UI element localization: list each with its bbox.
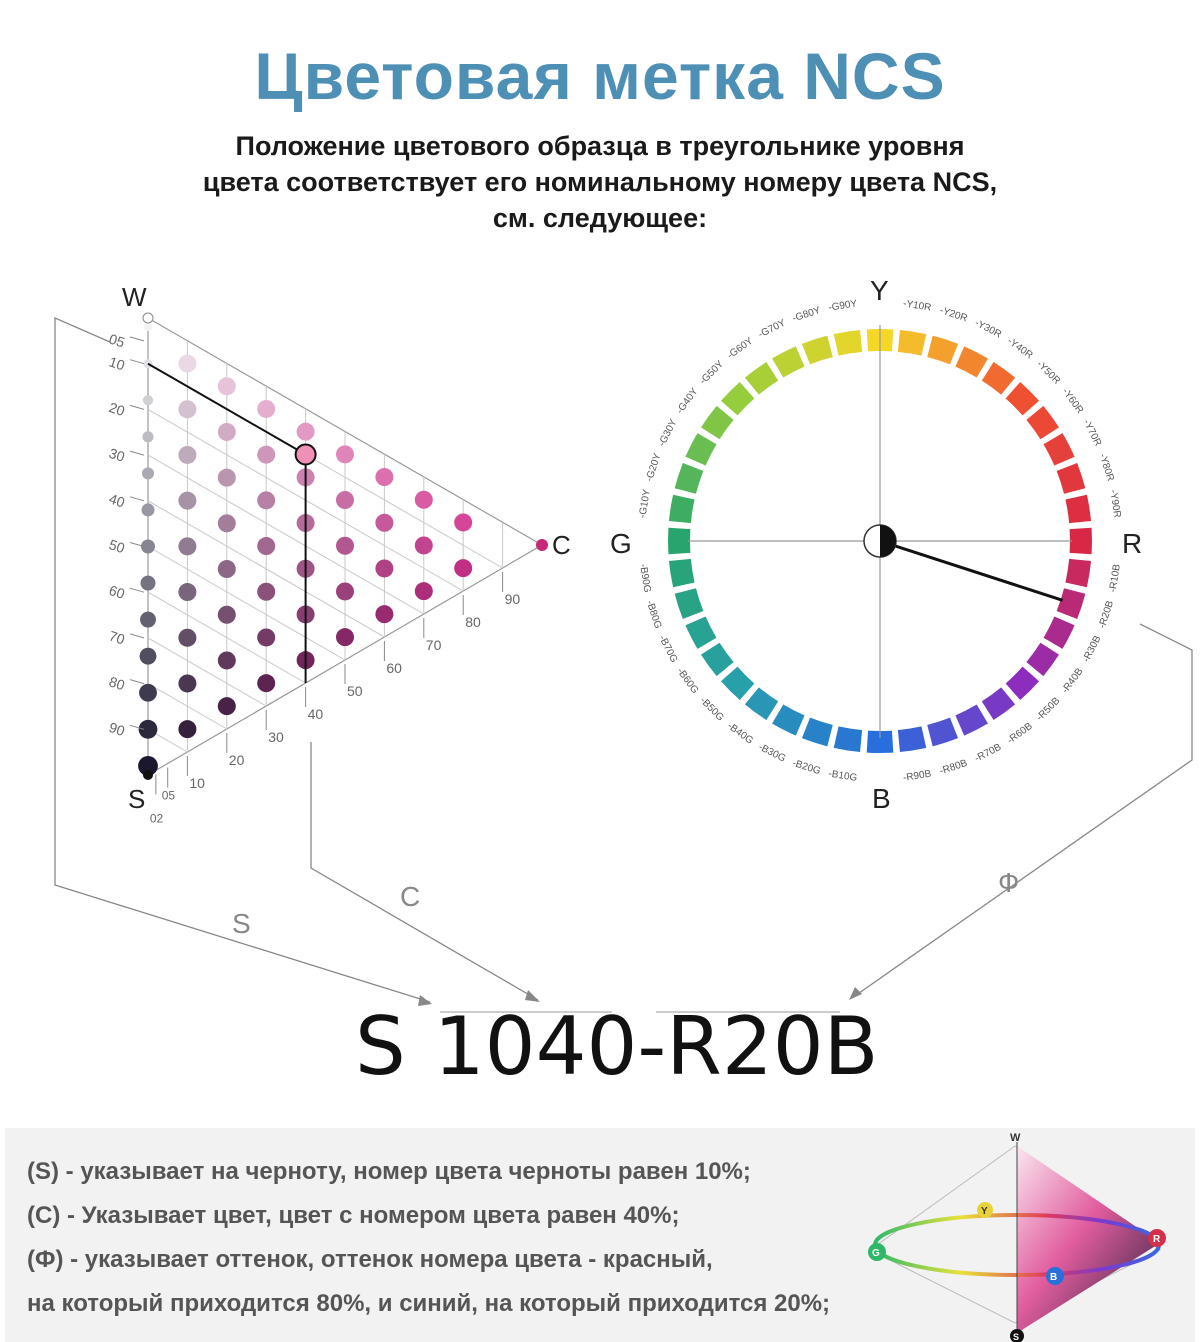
- selected-hue-line: [880, 541, 1063, 600]
- hue-label: -G60Y: [725, 335, 756, 362]
- hue-segment: [745, 362, 778, 395]
- chroma-tick-label: 02: [149, 811, 164, 826]
- hue-label: -Y20R: [938, 305, 969, 325]
- blackness-tick-mark: [130, 588, 144, 592]
- chroma-tick-label: 20: [228, 752, 245, 768]
- hue-label: -R40B: [1059, 666, 1086, 696]
- hue-label: -B30G: [756, 741, 788, 765]
- hue-label: -B90G: [637, 563, 653, 594]
- chroma-tick-label: 60: [386, 660, 402, 676]
- hue-segment: [772, 705, 804, 736]
- chroma-tick-label: 70: [425, 637, 442, 653]
- nuance-sample-dot: [144, 323, 152, 331]
- arrow-c: [311, 742, 538, 1000]
- nuance-sample-dot: [257, 400, 275, 418]
- arrow-s-label: S: [232, 908, 251, 939]
- hue-segment: [772, 346, 804, 377]
- nuance-sample-dot: [415, 536, 433, 554]
- hue-label: -Y10R: [902, 298, 933, 314]
- hue-label: -R20B: [1096, 599, 1117, 630]
- legend-line-s: (S) - указывает на черноту, номер цвета черноты равен 10%;: [27, 1158, 751, 1185]
- mini-b-label: B: [1050, 1272, 1058, 1283]
- page-title: Цветовая метка NCS: [254, 39, 946, 113]
- hue-segment: [721, 667, 754, 700]
- mini-y-label: Y: [981, 1206, 988, 1217]
- hue-segment: [675, 463, 704, 494]
- mini-r-label: R: [1153, 1234, 1161, 1245]
- chroma-tick-label: 90: [504, 591, 521, 607]
- blackness-tick-label: 70: [107, 627, 127, 648]
- hue-segment: [834, 330, 862, 356]
- code-separator: -: [637, 1000, 667, 1093]
- blackness-tick-label: 50: [107, 536, 127, 557]
- hue-segment: [982, 362, 1015, 395]
- hue-segment: [1006, 382, 1039, 415]
- black-corner-dot: [143, 770, 153, 780]
- hue-segment: [927, 336, 958, 365]
- axis-g-label: G: [610, 528, 632, 559]
- blackness-tick-mark: [130, 634, 144, 638]
- hue-label: -B40G: [725, 720, 755, 747]
- hue-label: -R70B: [972, 741, 1004, 765]
- hue-label: -Y70R: [1080, 417, 1104, 449]
- arrow-s: [55, 318, 430, 1002]
- hue-label: -R80B: [938, 757, 969, 778]
- nuance-sample-dot: [142, 431, 153, 442]
- nuance-sample-dot: [178, 355, 196, 373]
- hue-segment: [1026, 406, 1059, 439]
- hue-label: -R50B: [1034, 695, 1063, 724]
- blackness-tick-mark: [130, 497, 144, 501]
- nuance-sample-dot: [415, 582, 433, 600]
- hue-segment: [685, 433, 716, 465]
- hue-label: -R60B: [1005, 720, 1035, 747]
- hue-label: -R30B: [1080, 633, 1104, 665]
- nuance-sample-dot: [336, 628, 354, 646]
- hue-label: -G10Y: [637, 488, 653, 519]
- blackness-tick-label: 80: [107, 673, 127, 694]
- mini-g-label: G: [872, 1248, 880, 1259]
- hue-segment: [955, 346, 987, 377]
- axis-r-label: R: [1122, 528, 1143, 559]
- nuance-sample-dot: [140, 612, 156, 628]
- nuance-sample-dot: [218, 423, 236, 441]
- nuance-sample-dot: [140, 648, 157, 665]
- nuance-sample-dot: [139, 684, 157, 702]
- hue-segment: [669, 495, 695, 523]
- nuance-sample-dot: [257, 491, 275, 509]
- hue-segment: [701, 643, 734, 676]
- chroma-tick-label: 50: [347, 683, 363, 699]
- subtitle-line-3: см. следующее:: [492, 203, 708, 233]
- subtitle-line-2: цвета соответствует его номинальному номеру цвета NCS,: [202, 167, 998, 197]
- subtitle-line-1: Положение цветового образца в треугольнике уровня: [235, 131, 965, 161]
- hue-segment: [927, 718, 958, 747]
- hue-circle: [610, 275, 1142, 814]
- hue-segment: [675, 588, 704, 619]
- hue-label: -Y60R: [1059, 386, 1086, 416]
- nuance-sample-dot: [178, 720, 196, 738]
- hue-segment: [685, 616, 716, 648]
- nuance-sample-dot: [336, 582, 354, 600]
- hue-segment: [1006, 667, 1039, 700]
- hue-label: -Y40R: [1005, 335, 1035, 362]
- nuance-sample-dot: [178, 537, 196, 555]
- nuance-sample-dot: [257, 583, 275, 601]
- hue-label: -G30Y: [656, 417, 680, 449]
- chroma-tick-label: 40: [307, 706, 324, 722]
- hue-segment: [1065, 495, 1091, 523]
- ncs-color-solid-illustration: [5, 1128, 1195, 1342]
- hue-segment: [668, 528, 690, 555]
- hue-segment: [802, 336, 833, 365]
- nuance-sample-dot: [336, 445, 354, 463]
- blackness-gridline: [148, 638, 266, 706]
- chroma-tick-label: 30: [268, 729, 284, 745]
- selected-sample-dot: [296, 445, 316, 465]
- nuance-sample-dot: [141, 503, 154, 516]
- nuance-sample-dot: [178, 583, 196, 601]
- nuance-sample-dot: [142, 467, 154, 479]
- hue-label: -Y30R: [972, 317, 1004, 341]
- nuance-sample-dot: [178, 674, 196, 692]
- hue-segment: [1065, 559, 1091, 587]
- hue-label: -Y50R: [1034, 358, 1063, 387]
- blackness-tick-mark: [130, 405, 144, 409]
- blackness-tick-label: 90: [107, 718, 127, 739]
- hue-label: -G40Y: [674, 386, 701, 417]
- nuance-sample-dot: [139, 720, 158, 739]
- chroma-corner-dot: [536, 539, 548, 551]
- blackness-tick-label: 60: [107, 581, 127, 602]
- mini-w-label: W: [1010, 1132, 1021, 1144]
- corner-s-label: S: [128, 784, 146, 814]
- hue-label: -G70Y: [756, 317, 788, 341]
- white-corner-dot: [143, 313, 153, 323]
- legend-line-phi-detail: на который приходится 80%, и синий, на который приходится 20%;: [27, 1290, 831, 1317]
- nuance-sample-dot: [375, 514, 393, 532]
- hue-label: -B10G: [827, 768, 858, 784]
- hue-center-dark: [880, 525, 896, 557]
- nuance-sample-dot: [218, 377, 236, 395]
- hue-label: -G50Y: [697, 358, 726, 387]
- mini-s-label: S: [1013, 1332, 1020, 1342]
- hue-label: -B70G: [656, 633, 680, 665]
- chroma-tick-label: 80: [465, 614, 481, 630]
- nuance-sample-dot: [178, 400, 196, 418]
- nuance-triangle: [107, 282, 571, 825]
- nuance-sample-dot: [257, 674, 275, 692]
- legend-line-phi: (Ф) - указывает оттенок, оттенок номера цвета - красный,: [27, 1246, 713, 1273]
- blackness-tick-label: 10: [107, 353, 127, 374]
- legend-line-c: (C) - Указывает цвет, цвет с номером цвета равен 40%;: [27, 1202, 680, 1229]
- axis-y-label: Y: [870, 275, 889, 306]
- nuance-sample-dot: [336, 537, 354, 555]
- hue-segment: [1044, 433, 1075, 465]
- nuance-sample-dot: [297, 423, 315, 441]
- hue-segment: [898, 330, 926, 356]
- nuance-sample-dot: [178, 492, 196, 510]
- blackness-tick-label: 40: [107, 490, 127, 511]
- code-prefix: S: [355, 1000, 406, 1093]
- nuance-sample-dot: [218, 651, 236, 669]
- chroma-tick-label: 10: [189, 775, 205, 791]
- axis-b-label: B: [872, 783, 891, 814]
- arrowhead-phi: [849, 987, 862, 1000]
- hue-segment: [745, 687, 778, 720]
- hue-segment: [802, 718, 833, 747]
- blackness-tick-mark: [130, 337, 144, 341]
- code-hue: R20B: [666, 1000, 879, 1093]
- hue-segment: [1044, 616, 1075, 648]
- nuance-sample-dot: [178, 446, 196, 464]
- arrow-phi-label: Ф: [998, 867, 1020, 898]
- hue-label: -G90Y: [827, 298, 858, 314]
- blackness-gridline: [148, 547, 345, 661]
- nuance-sample-dot: [218, 514, 236, 532]
- hue-segment: [1026, 643, 1059, 676]
- blackness-tick-label: 20: [107, 399, 127, 420]
- corner-c-label: C: [552, 530, 571, 560]
- nuance-sample-dot: [178, 629, 196, 647]
- hue-segment: [721, 382, 754, 415]
- nuance-sample-dot: [141, 576, 156, 591]
- hue-segment: [834, 726, 862, 752]
- hue-segment: [1057, 463, 1086, 494]
- hue-label: -R90B: [902, 768, 933, 784]
- hue-label: -B50G: [697, 695, 726, 724]
- nuance-sample-dot: [257, 537, 275, 555]
- nuance-sample-dot: [336, 491, 354, 509]
- nuance-sample-dot: [218, 469, 236, 487]
- blackness-tick-label: 05: [107, 330, 127, 351]
- blackness-tick-mark: [130, 680, 144, 684]
- hue-label: -Y90R: [1107, 488, 1123, 519]
- hue-segment: [669, 559, 695, 587]
- arrow-c-label: C: [400, 881, 421, 912]
- nuance-sample-dot: [415, 491, 433, 509]
- legend-panel: [5, 1128, 1195, 1342]
- hue-label: -Y80R: [1096, 452, 1116, 483]
- hue-segment: [898, 726, 926, 752]
- hue-label: -G20Y: [644, 452, 664, 483]
- nuance-sample-dot: [454, 513, 472, 531]
- mini-plane: [1017, 1146, 1160, 1333]
- nuance-sample-dot: [218, 560, 236, 578]
- code-nuance: 1040: [433, 1000, 638, 1093]
- hue-label: -G80Y: [791, 305, 822, 325]
- nuance-sample-dot: [375, 559, 393, 577]
- nuance-sample-dot: [375, 605, 393, 623]
- hue-segment: [1070, 528, 1092, 555]
- nuance-sample-dot: [375, 468, 393, 486]
- nuance-sample-dot: [257, 628, 275, 646]
- hue-label: -B20G: [790, 757, 822, 778]
- triangle-samples: [138, 313, 548, 780]
- hue-label: -B60G: [674, 666, 701, 696]
- hue-segment: [1057, 588, 1086, 619]
- triangle-tick-labels: [107, 330, 520, 825]
- hue-label: -R10B: [1107, 563, 1123, 594]
- nuance-sample-dot: [257, 446, 275, 464]
- corner-w-label: W: [122, 282, 147, 312]
- nuance-sample-dot: [454, 559, 472, 577]
- hue-segment: [955, 705, 987, 736]
- hue-segment: [982, 687, 1015, 720]
- blackness-tick-label: 30: [107, 444, 127, 465]
- blackness-tick-mark: [130, 360, 144, 364]
- nuance-sample-dot: [143, 395, 153, 405]
- ncs-code: [355, 1000, 879, 1093]
- blackness-tick-mark: [130, 451, 144, 455]
- nuance-sample-dot: [218, 606, 236, 624]
- nuance-sample-dot: [218, 697, 236, 715]
- hue-segment: [701, 406, 734, 439]
- hue-label: -B80G: [643, 599, 664, 631]
- chroma-tick-label: 05: [161, 788, 176, 803]
